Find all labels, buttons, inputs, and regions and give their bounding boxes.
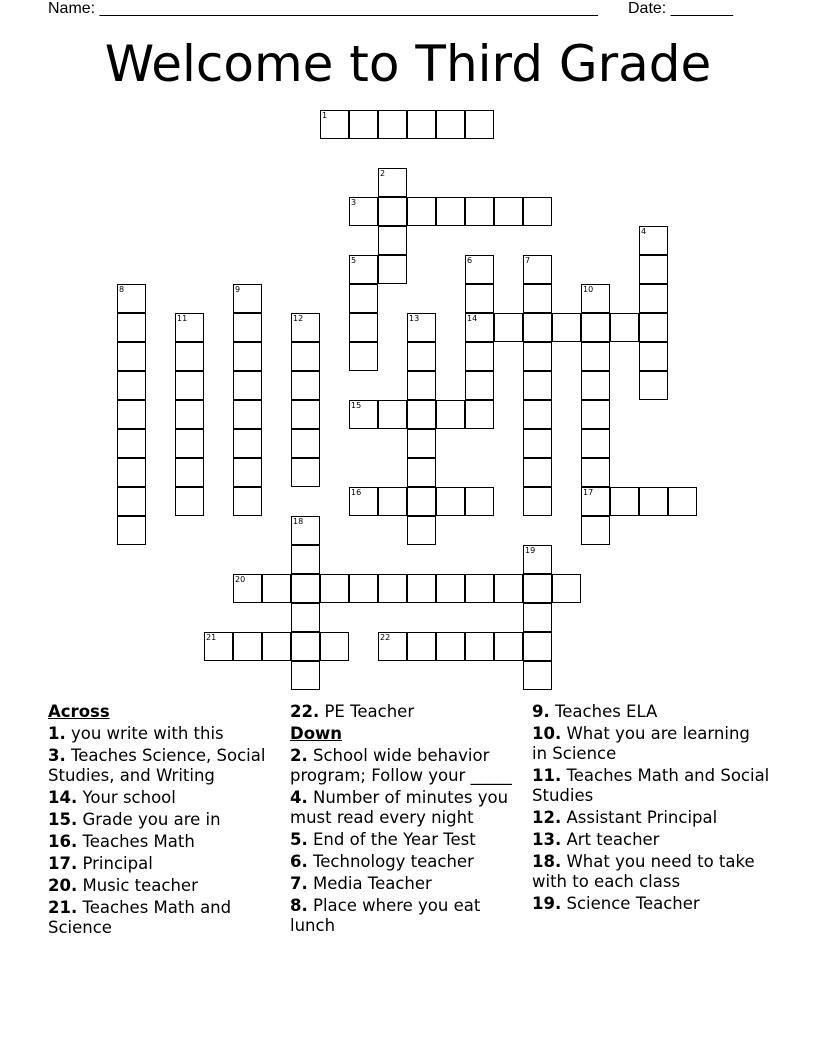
grid-cell[interactable]: [291, 458, 320, 487]
grid-cell[interactable]: [349, 284, 378, 313]
grid-cell[interactable]: [291, 371, 320, 400]
grid-cell[interactable]: [233, 400, 262, 429]
grid-cell[interactable]: [436, 487, 465, 516]
grid-cell[interactable]: [639, 284, 668, 313]
grid-cell[interactable]: [175, 313, 204, 342]
grid-cell[interactable]: [465, 574, 494, 603]
grid-cell[interactable]: [465, 197, 494, 226]
grid-cell[interactable]: [262, 632, 291, 661]
clue-down-10: 10. What you are learning in Science: [532, 724, 750, 763]
grid-cell[interactable]: [233, 429, 262, 458]
grid-cell[interactable]: [291, 313, 320, 342]
grid-cell[interactable]: [523, 661, 552, 690]
grid-cell[interactable]: [407, 429, 436, 458]
grid-cell[interactable]: [117, 342, 146, 371]
grid-cell[interactable]: [436, 574, 465, 603]
grid-cell[interactable]: [581, 487, 610, 516]
grid-cell[interactable]: [291, 574, 320, 603]
grid-cell[interactable]: [523, 574, 552, 603]
clue-across-22: 22. PE Teacher: [290, 702, 415, 721]
clue-down-9: 9. Teaches ELA: [532, 702, 658, 721]
clue-down-11: 11. Teaches Math and Social Studies: [532, 766, 770, 805]
grid-cell[interactable]: [668, 487, 697, 516]
grid-cell[interactable]: [552, 574, 581, 603]
clue-number: 12: [293, 314, 304, 323]
clue-column-3: [532, 702, 770, 916]
clue-across-17: 17. Principal: [48, 854, 153, 873]
clue-number: 17: [583, 488, 594, 497]
grid-cell[interactable]: [117, 284, 146, 313]
grid-cell[interactable]: [523, 313, 552, 342]
clue-number: 4: [641, 227, 647, 236]
clue-down-12: 12. Assistant Principal: [532, 808, 718, 827]
grid-cell[interactable]: [581, 313, 610, 342]
grid-cell[interactable]: [262, 574, 291, 603]
grid-cell[interactable]: [378, 226, 407, 255]
grid-cell[interactable]: [581, 458, 610, 487]
grid-cell[interactable]: [117, 313, 146, 342]
grid-cell[interactable]: [436, 197, 465, 226]
grid-cell[interactable]: [465, 255, 494, 284]
grid-cell[interactable]: [291, 545, 320, 574]
grid-cell[interactable]: [610, 313, 639, 342]
grid-cell[interactable]: [494, 632, 523, 661]
grid-cell[interactable]: [523, 371, 552, 400]
grid-cell[interactable]: [639, 313, 668, 342]
grid-cell[interactable]: [320, 110, 349, 139]
clue-down-6: 6. Technology teacher: [290, 852, 474, 871]
clue-down-8: 8. Place where you eat lunch: [290, 896, 481, 935]
grid-cell[interactable]: [523, 342, 552, 371]
clue-across-14: 14. Your school: [48, 788, 176, 807]
grid-cell[interactable]: [349, 197, 378, 226]
grid-cell[interactable]: [175, 429, 204, 458]
grid-cell[interactable]: [639, 342, 668, 371]
grid-cell[interactable]: [233, 574, 262, 603]
grid-cell[interactable]: [465, 110, 494, 139]
clue-number: 9: [235, 285, 241, 294]
clue-number: 21: [206, 633, 217, 642]
clue-down-18: 18. What you need to take with to each class: [532, 852, 755, 891]
grid-cell[interactable]: [581, 429, 610, 458]
grid-cell[interactable]: [378, 632, 407, 661]
grid-cell[interactable]: [233, 458, 262, 487]
clue-down-13: 13. Art teacher: [532, 830, 660, 849]
clue-down-4: 4. Number of minutes you must read every night: [290, 788, 509, 827]
grid-cell[interactable]: [523, 284, 552, 313]
clue-across-15: 15. Grade you are in: [48, 810, 221, 829]
grid-cell[interactable]: [407, 516, 436, 545]
clue-number: 8: [119, 285, 125, 294]
grid-cell[interactable]: [523, 487, 552, 516]
clue-number: 11: [177, 314, 188, 323]
grid-cell[interactable]: [407, 574, 436, 603]
grid-cell[interactable]: [523, 632, 552, 661]
grid-cell[interactable]: [581, 284, 610, 313]
clue-across-21: 21. Teaches Math and Science: [48, 898, 232, 937]
grid-cell[interactable]: [552, 313, 581, 342]
clue-number: 2: [380, 169, 386, 178]
clue-number: 5: [351, 256, 357, 265]
grid-cell[interactable]: [523, 458, 552, 487]
clue-number: 6: [467, 256, 473, 265]
grid-cell[interactable]: [378, 255, 407, 284]
clue-number: 10: [583, 285, 594, 294]
grid-cell[interactable]: [407, 313, 436, 342]
grid-cell[interactable]: [407, 342, 436, 371]
grid-cell[interactable]: [465, 487, 494, 516]
grid-cell[interactable]: [523, 400, 552, 429]
grid-cell[interactable]: [349, 487, 378, 516]
clue-number: 13: [409, 314, 420, 323]
grid-cell[interactable]: [465, 342, 494, 371]
grid-cell[interactable]: [349, 110, 378, 139]
page-title: Welcome to Third Grade: [104, 35, 712, 93]
clue-across-1: 1. you write with this: [48, 724, 224, 743]
clue-column-1: [48, 702, 286, 940]
grid-cell[interactable]: [204, 632, 233, 661]
clue-number: 19: [525, 546, 536, 555]
grid-cell[interactable]: [291, 342, 320, 371]
grid-cell[interactable]: [581, 342, 610, 371]
grid-cell[interactable]: [233, 487, 262, 516]
clue-down-5: 5. End of the Year Test: [290, 830, 476, 849]
grid-cell[interactable]: [349, 342, 378, 371]
grid-cell[interactable]: [378, 574, 407, 603]
grid-cell[interactable]: [175, 371, 204, 400]
grid-cell[interactable]: [117, 400, 146, 429]
grid-cell[interactable]: [639, 255, 668, 284]
grid-cell[interactable]: [639, 371, 668, 400]
clue-number: 15: [351, 401, 362, 410]
clue-number: 14: [467, 314, 478, 323]
grid-cell[interactable]: [349, 255, 378, 284]
grid-cell[interactable]: [291, 632, 320, 661]
clue-number: 7: [525, 256, 531, 265]
grid-cell[interactable]: [436, 632, 465, 661]
grid-cell[interactable]: [175, 342, 204, 371]
grid-cell[interactable]: [117, 429, 146, 458]
grid-cell[interactable]: [494, 197, 523, 226]
grid-cell[interactable]: [233, 342, 262, 371]
clue-across-3: 3. Teaches Science, Social Studies, and Writing: [48, 746, 266, 785]
grid-cell[interactable]: [523, 197, 552, 226]
grid-cell[interactable]: [378, 487, 407, 516]
grid-cell[interactable]: [291, 661, 320, 690]
name-line: Name: ________________________________________________________: [48, 0, 598, 17]
grid-cell[interactable]: [378, 400, 407, 429]
clue-number: 16: [351, 488, 362, 497]
clue-number: 18: [293, 517, 304, 526]
across-heading: Across: [48, 702, 110, 721]
grid-cell[interactable]: [117, 516, 146, 545]
grid-cell[interactable]: [610, 487, 639, 516]
grid-cell[interactable]: [639, 226, 668, 255]
grid-cell[interactable]: [175, 458, 204, 487]
grid-cell[interactable]: [436, 110, 465, 139]
clue-across-16: 16. Teaches Math: [48, 832, 195, 851]
clue-number: 1: [322, 111, 328, 120]
grid-cell[interactable]: [465, 400, 494, 429]
grid-cell[interactable]: [436, 400, 465, 429]
grid-cell[interactable]: [233, 284, 262, 313]
grid-cell[interactable]: [407, 400, 436, 429]
grid-cell[interactable]: [465, 632, 494, 661]
clue-down-7: 7. Media Teacher: [290, 874, 432, 893]
grid-cell[interactable]: [523, 603, 552, 632]
grid-cell[interactable]: [407, 197, 436, 226]
clue-column-2: [290, 702, 528, 938]
clue-number: 20: [235, 575, 246, 584]
grid-cell[interactable]: [581, 516, 610, 545]
grid-cell[interactable]: [523, 255, 552, 284]
clue-down-2: 2. School wide behavior program; Follow your _____: [290, 746, 512, 785]
grid-cell[interactable]: [407, 632, 436, 661]
grid-cell[interactable]: [233, 632, 262, 661]
grid-cell[interactable]: [233, 313, 262, 342]
grid-cell[interactable]: [465, 313, 494, 342]
date-line: Date: _______: [628, 0, 733, 17]
grid-cell[interactable]: [291, 429, 320, 458]
grid-cell[interactable]: [117, 458, 146, 487]
grid-cell[interactable]: [320, 632, 349, 661]
grid-cell[interactable]: [494, 313, 523, 342]
grid-cell[interactable]: [175, 487, 204, 516]
grid-cell[interactable]: [349, 574, 378, 603]
grid-cell[interactable]: [639, 487, 668, 516]
grid-cell[interactable]: [407, 458, 436, 487]
grid-cell[interactable]: [291, 603, 320, 632]
grid-cell[interactable]: [523, 429, 552, 458]
grid-cell[interactable]: [117, 487, 146, 516]
grid-cell[interactable]: [117, 371, 146, 400]
clue-number: 3: [351, 198, 357, 207]
grid-cell[interactable]: [291, 516, 320, 545]
grid-cell[interactable]: [407, 371, 436, 400]
grid-cell[interactable]: [233, 371, 262, 400]
grid-cell[interactable]: [465, 371, 494, 400]
grid-cell[interactable]: [581, 400, 610, 429]
grid-cell[interactable]: [175, 400, 204, 429]
grid-cell[interactable]: [378, 110, 407, 139]
down-heading: Down: [290, 724, 343, 743]
grid-cell[interactable]: [494, 574, 523, 603]
grid-cell[interactable]: [581, 371, 610, 400]
clue-number: 22: [380, 633, 391, 642]
grid-cell[interactable]: [349, 313, 378, 342]
grid-cell[interactable]: [407, 487, 436, 516]
grid-cell[interactable]: [291, 400, 320, 429]
grid-cell[interactable]: [320, 574, 349, 603]
grid-cell[interactable]: [378, 197, 407, 226]
clue-down-19: 19. Science Teacher: [532, 894, 700, 913]
grid-cell[interactable]: [407, 110, 436, 139]
grid-cell[interactable]: [349, 400, 378, 429]
grid-cell[interactable]: [378, 168, 407, 197]
grid-cell[interactable]: [465, 284, 494, 313]
clue-across-20: 20. Music teacher: [48, 876, 198, 895]
grid-cell[interactable]: [523, 545, 552, 574]
